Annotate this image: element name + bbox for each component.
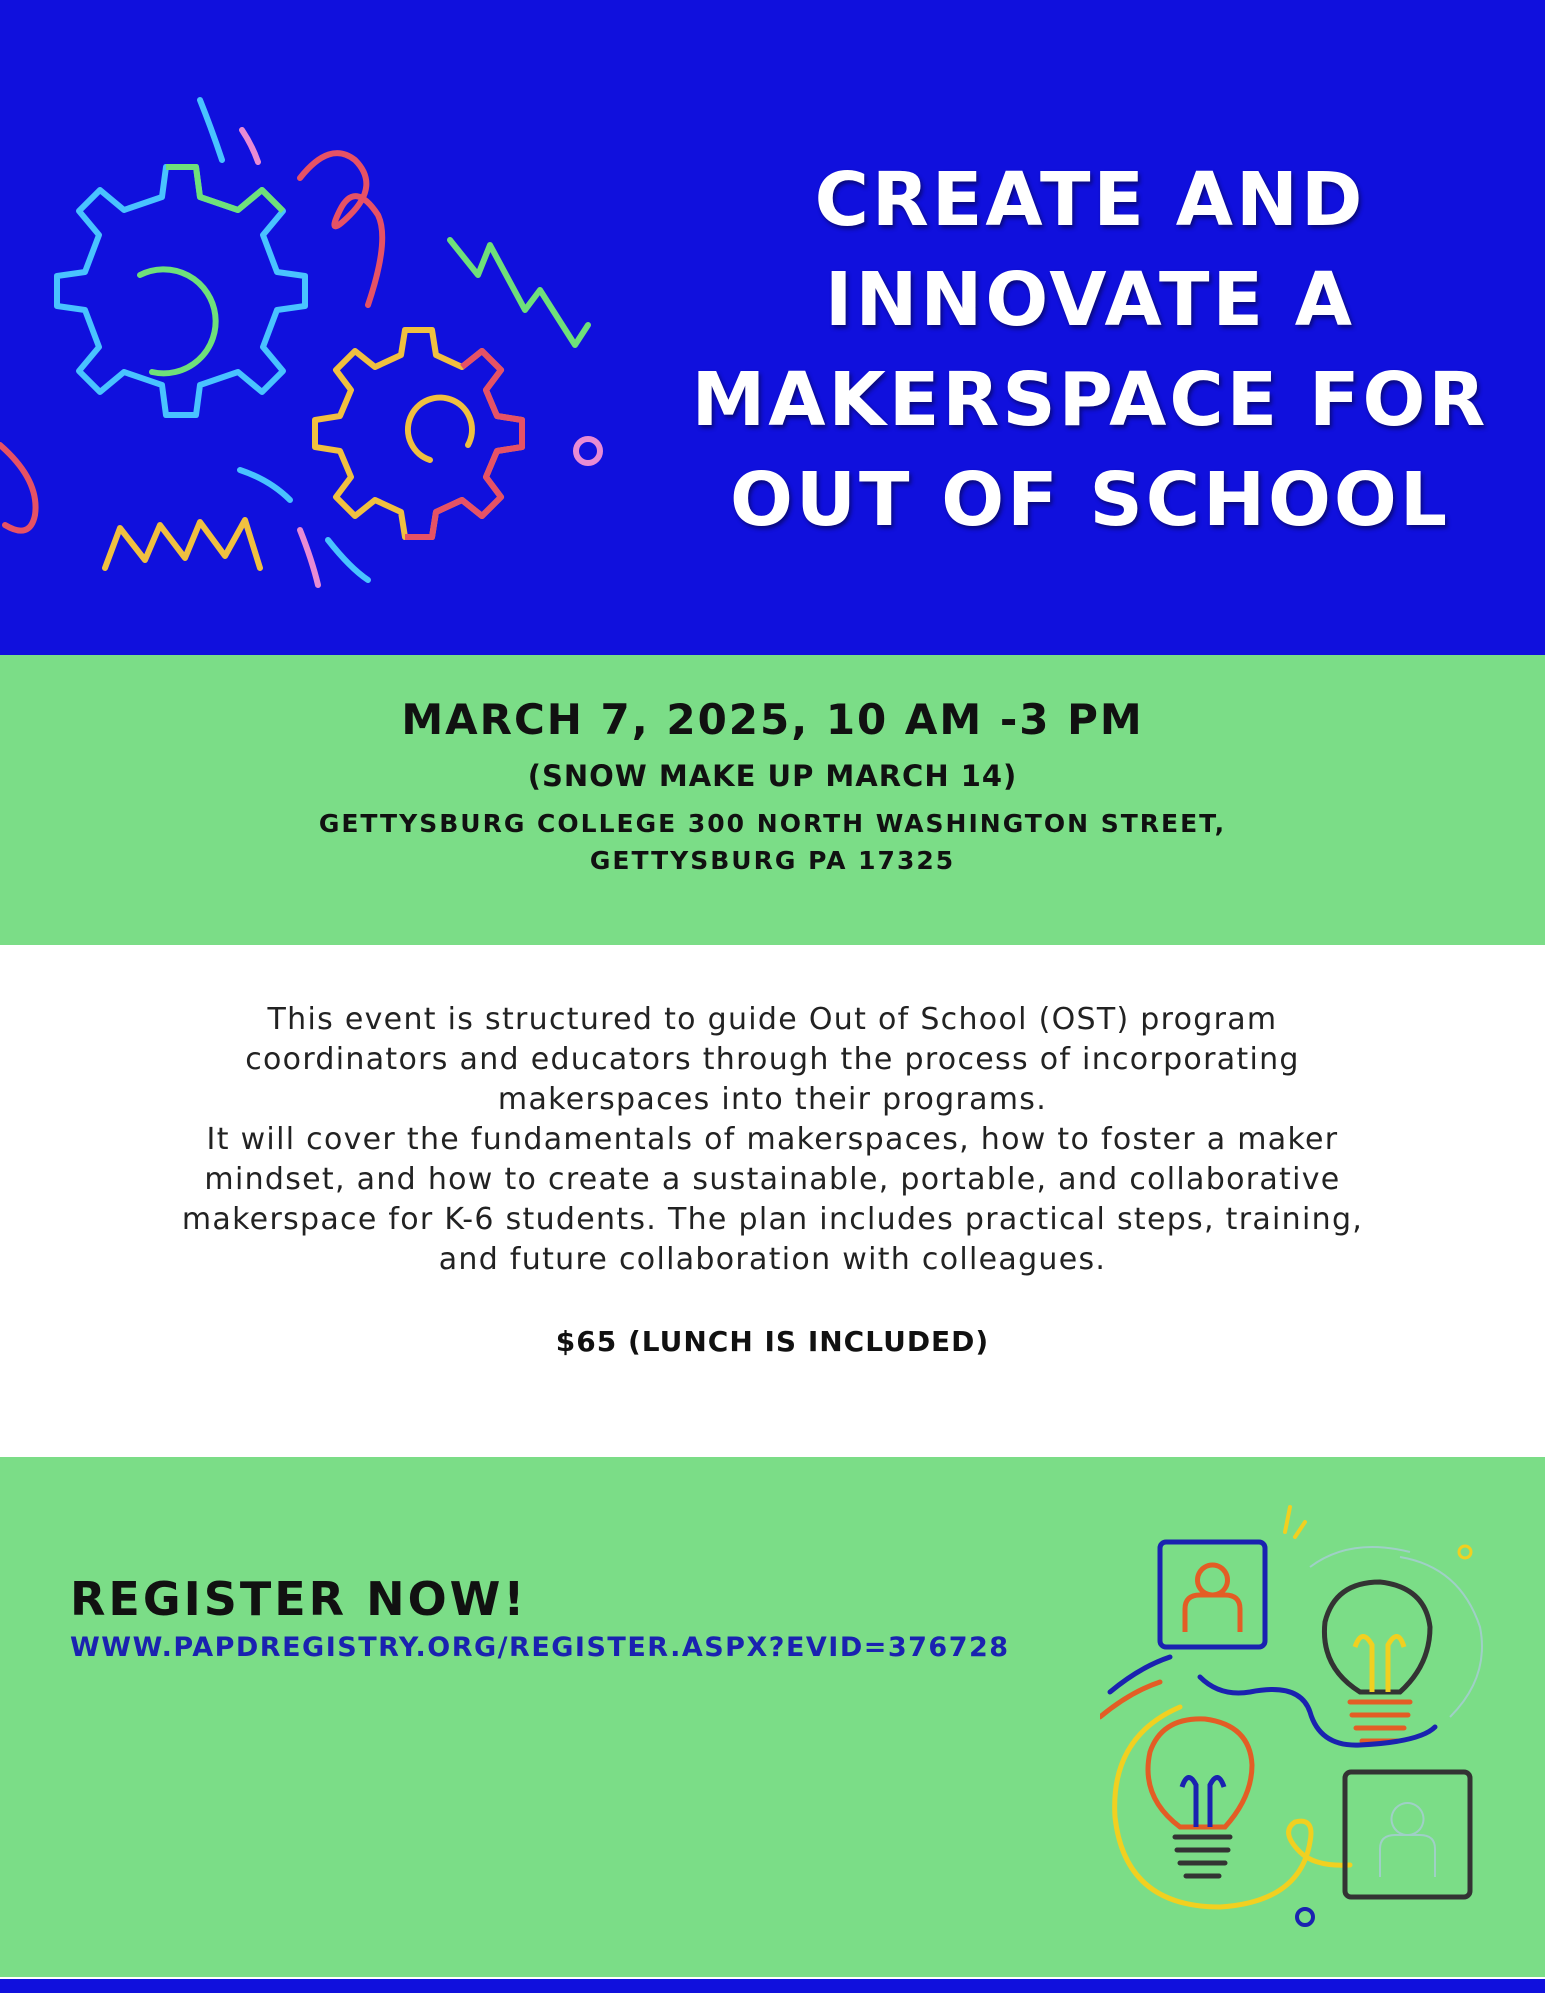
event-address [0,805,1545,879]
price-text: $65 (LUNCH IS INCLUDED) [555,1325,990,1358]
lightbulb-icon [1324,1582,1430,1692]
address-line: GETTYSBURG COLLEGE 300 NORTH WASHINGTON STREET, [318,809,1227,838]
description-line: and future collaboration with colleagues. [438,1242,1107,1277]
title-line: INNOVATE A [824,257,1356,343]
large-gear-hole [140,269,216,373]
lightbulb-illustration [1100,1497,1520,1927]
registration-link[interactable]: WWW.PAPDREGISTRY.ORG/REGISTER.ASPX?EVID=376728 [70,1632,1010,1663]
small-gear-hole [408,398,472,460]
event-info-section [0,655,1545,945]
register-section [0,1457,1545,1977]
event-date: MARCH 7, 2025, 10 AM -3 PM [401,695,1144,744]
title-line: CREATE AND [814,157,1366,243]
description-line: mindset, and how to create a sustainable, portable, and collaborative [204,1162,1341,1197]
description-line: This event is structured to guide Out of School (OST) program [267,1002,1278,1037]
description-line: It will cover the fundamentals of makerspaces, how to foster a maker [206,1122,1339,1157]
description-line: makerspaces into their programs. [497,1082,1048,1117]
lightbulb-icon-2 [1148,1719,1252,1827]
bottom-border [0,1977,1545,2000]
description-text [110,1000,1435,1280]
person-icon [1185,1565,1240,1632]
snow-date: (SNOW MAKE UP MARCH 14) [527,759,1018,793]
title-line: OUT OF SCHOOL [730,457,1450,543]
page-title [640,150,1540,550]
bottom-border-bar [0,1979,1545,1993]
gears-illustration [0,0,640,655]
large-gear-icon [57,167,305,415]
register-heading: REGISTER NOW! [70,1572,528,1626]
description-section [0,945,1545,1457]
description-line: makerspace for K-6 students. The plan includes practical steps, training, [181,1202,1364,1237]
title-line: MAKERSPACE FOR [691,357,1489,443]
description-line: coordinators and educators through the process of incorporating [245,1042,1300,1077]
address-line: GETTYSBURG PA 17325 [589,846,956,875]
header-banner [0,0,1545,655]
